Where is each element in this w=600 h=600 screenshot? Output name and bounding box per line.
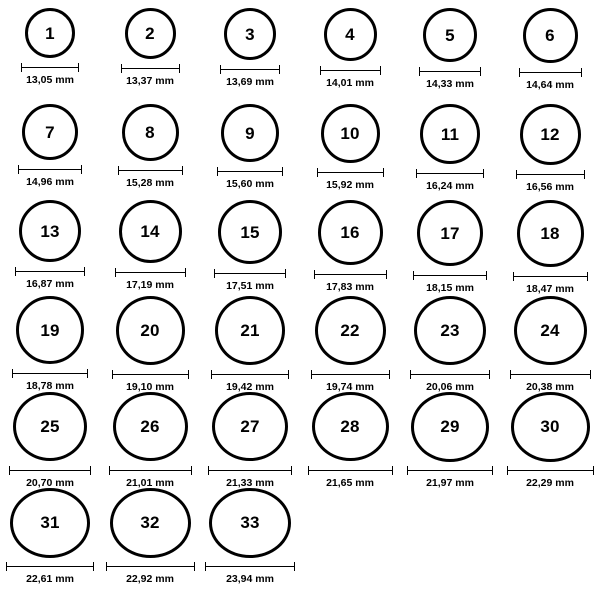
ring-size-number: 16 [340,223,360,242]
ring-circle [110,488,191,558]
ring-size-cell [100,200,200,296]
diameter-measure-line [211,370,289,379]
ring-size-cell [500,392,600,488]
ring-diameter-label: 16,24 mm [426,180,474,192]
diameter-measure-line [118,166,183,175]
diameter-measure-line [18,165,82,174]
diameter-measure-line [413,271,487,280]
measure-bar [416,173,484,174]
ring-size-cell [500,8,600,104]
ring-size-number: 7 [45,122,55,142]
ring-circle [119,200,182,263]
ring-size-number: 25 [40,417,60,437]
ring-diameter-label: 18,47 mm [526,283,574,295]
ring-size-cell [200,488,300,584]
ring-size-number: 2 [145,24,155,43]
measure-bar [205,566,295,567]
ring-circle [411,392,489,462]
ring-diameter-label: 16,56 mm [526,181,574,193]
ring-size-cell [500,296,600,392]
ring-diameter-label: 13,69 mm [226,76,274,88]
diameter-measure-line [205,563,295,571]
measure-bar [510,374,591,375]
measure-bar [21,67,79,68]
measure-bar [419,71,481,72]
ring-size-number: 24 [540,321,560,341]
ring-size-number: 32 [140,513,160,533]
ring-diameter-label: 15,60 mm [226,178,274,190]
measure-bar [115,272,186,273]
ring-size-number: 22 [340,320,360,340]
ring-diameter-label: 19,74 mm [326,380,374,393]
ring-size-cell [400,8,500,104]
ring-size-cell [0,8,100,104]
diameter-measure-line [507,467,594,475]
ring-circle [420,104,480,164]
ring-diameter-label: 23,94 mm [226,572,274,585]
ring-size-grid [0,8,600,584]
diameter-measure-line [109,466,192,474]
diameter-measure-line [311,370,390,379]
ring-size-number: 4 [345,25,355,44]
ring-circle [221,104,279,162]
measure-bar [9,470,91,471]
measure-bar [106,566,195,567]
ring-size-number: 28 [340,417,360,437]
ring-diameter-label: 21,33 mm [226,476,274,489]
diameter-measure-line [314,270,387,279]
ring-diameter-label: 13,37 mm [126,75,174,87]
ring-size-number: 19 [40,320,60,340]
ring-diameter-label: 15,28 mm [126,177,174,189]
ring-size-number: 11 [440,124,460,144]
ring-size-number: 26 [140,417,160,437]
ring-circle [312,392,389,461]
measure-bar [507,470,594,471]
ring-size-number: 10 [340,124,360,143]
ring-size-number: 29 [440,417,460,437]
diameter-measure-line [410,370,490,379]
ring-diameter-label: 18,78 mm [26,380,74,392]
measure-bar [320,70,381,71]
ring-circle [315,296,386,365]
ring-size-cell [200,8,300,104]
diameter-measure-line [407,467,493,475]
ring-diameter-label: 17,83 mm [326,281,374,293]
diameter-measure-line [12,369,88,378]
measure-bar [109,470,192,471]
ring-diameter-label: 19,10 mm [126,380,174,393]
ring-size-number: 13 [40,221,60,241]
ring-diameter-label: 14,01 mm [326,77,374,89]
ring-size-cell [0,104,100,200]
measure-bar [121,68,180,69]
ring-size-number: 30 [540,417,560,437]
ring-diameter-label: 20,38 mm [526,380,574,393]
ring-size-number: 12 [540,125,560,144]
diameter-measure-line [112,370,189,379]
measure-bar [317,172,384,173]
measure-bar [220,69,280,70]
measure-bar [18,169,82,170]
ring-size-cell [0,392,100,488]
ring-size-cell [300,8,400,104]
ring-circle [13,392,87,461]
ring-size-cell [400,392,500,488]
measure-bar [12,373,88,374]
ring-circle [417,200,483,266]
ring-diameter-label: 22,61 mm [26,572,74,585]
measure-bar [308,470,393,471]
measure-bar [519,72,582,73]
diameter-measure-line [21,63,79,72]
ring-diameter-label: 18,15 mm [426,282,474,294]
ring-circle [212,392,288,461]
ring-diameter-label: 17,19 mm [126,279,174,291]
ring-size-cell [400,296,500,392]
ring-circle [318,200,383,265]
diameter-measure-line [516,170,585,179]
ring-size-number: 1 [45,23,55,43]
ring-size-number: 14 [140,222,160,241]
ring-size-cell [300,392,400,488]
ring-size-number: 15 [240,222,260,242]
ring-size-number: 5 [445,25,455,45]
ring-circle [324,8,377,61]
ring-diameter-label: 21,65 mm [326,476,374,489]
ring-size-cell [0,200,100,296]
diameter-measure-line [317,168,384,177]
diameter-measure-line [121,64,180,73]
ring-diameter-label: 17,51 mm [226,280,274,292]
ring-circle [523,8,578,63]
ring-size-cell [300,104,400,200]
diameter-measure-line [217,167,283,176]
ring-diameter-label: 22,29 mm [526,476,574,489]
diameter-measure-line [320,66,381,75]
measure-bar [407,470,493,471]
measure-bar [208,470,292,471]
ring-size-cell [100,392,200,488]
ring-circle [125,8,176,59]
ring-size-cell [0,488,100,584]
ring-circle [423,8,477,62]
measure-bar [311,374,390,375]
ring-circle [16,296,84,364]
ring-size-number: 23 [440,320,460,340]
ring-size-cell [100,488,200,584]
ring-circle [321,104,380,163]
measure-bar [118,170,183,171]
ring-size-number: 27 [240,417,260,437]
ring-size-cell [200,200,300,296]
ring-size-number: 17 [440,223,460,243]
ring-size-cell [100,104,200,200]
ring-size-number: 6 [545,26,555,45]
ring-size-cell [200,296,300,392]
measure-bar [214,273,286,274]
ring-diameter-label: 21,97 mm [426,476,474,489]
ring-diameter-label: 16,87 mm [26,278,74,290]
ring-size-cell [400,104,500,200]
ring-circle [517,200,584,267]
ring-size-cell [0,296,100,392]
measure-bar [516,174,585,175]
ring-circle [209,488,291,558]
measure-bar [217,171,283,172]
ring-circle [520,104,581,165]
diameter-measure-line [308,466,393,474]
ring-circle [19,200,81,262]
ring-size-number: 18 [540,224,560,243]
ring-circle [514,296,587,365]
ring-circle [122,104,179,161]
ring-size-cell [100,8,200,104]
diameter-measure-line [208,466,292,474]
measure-bar [15,271,85,272]
diameter-measure-line [416,169,484,178]
ring-size-cell [300,200,400,296]
diameter-measure-line [6,563,94,571]
ring-circle [414,296,486,365]
measure-bar [211,374,289,375]
measure-bar [513,276,588,277]
ring-circle [25,8,75,58]
measure-bar [112,374,189,375]
diameter-measure-line [513,272,588,281]
ring-circle [511,392,590,462]
ring-diameter-label: 13,05 mm [26,74,74,86]
ring-size-number: 20 [140,320,160,340]
ring-size-cell [100,296,200,392]
ring-circle [224,8,276,60]
ring-size-number: 33 [240,513,260,533]
diameter-measure-line [15,267,85,276]
ring-size-cell [500,104,600,200]
ring-circle [22,104,78,160]
measure-bar [410,374,490,375]
ring-size-cell [500,200,600,296]
ring-circle [113,392,188,461]
ring-diameter-label: 21,01 mm [126,476,174,489]
measure-bar [6,566,94,567]
ring-diameter-label: 14,33 mm [426,78,474,90]
ring-diameter-label: 22,92 mm [126,572,174,585]
ring-size-cell [200,392,300,488]
ring-size-number: 8 [145,123,155,142]
diameter-measure-line [220,65,280,74]
diameter-measure-line [510,370,591,378]
ring-diameter-label: 20,06 mm [426,380,474,393]
diameter-measure-line [519,68,582,77]
ring-circle [215,296,285,365]
ring-size-cell [400,200,500,296]
ring-size-cell [200,104,300,200]
ring-circle [10,488,90,558]
diameter-measure-line [9,466,91,474]
ring-diameter-label: 19,42 mm [226,380,274,393]
diameter-measure-line [214,269,286,278]
measure-bar [413,275,487,276]
ring-diameter-label: 14,96 mm [26,176,74,188]
ring-size-number: 9 [245,123,255,143]
diameter-measure-line [106,563,195,571]
ring-size-number: 21 [240,320,260,340]
ring-size-number: 31 [40,513,60,533]
measure-bar [314,274,387,275]
diameter-measure-line [419,67,481,76]
diameter-measure-line [115,268,186,277]
ring-diameter-label: 14,64 mm [526,79,574,91]
ring-size-number: 3 [245,24,255,44]
ring-circle [116,296,185,365]
ring-size-cell [300,296,400,392]
ring-diameter-label: 20,70 mm [26,476,74,489]
ring-circle [218,200,282,264]
ring-diameter-label: 15,92 mm [326,179,374,191]
